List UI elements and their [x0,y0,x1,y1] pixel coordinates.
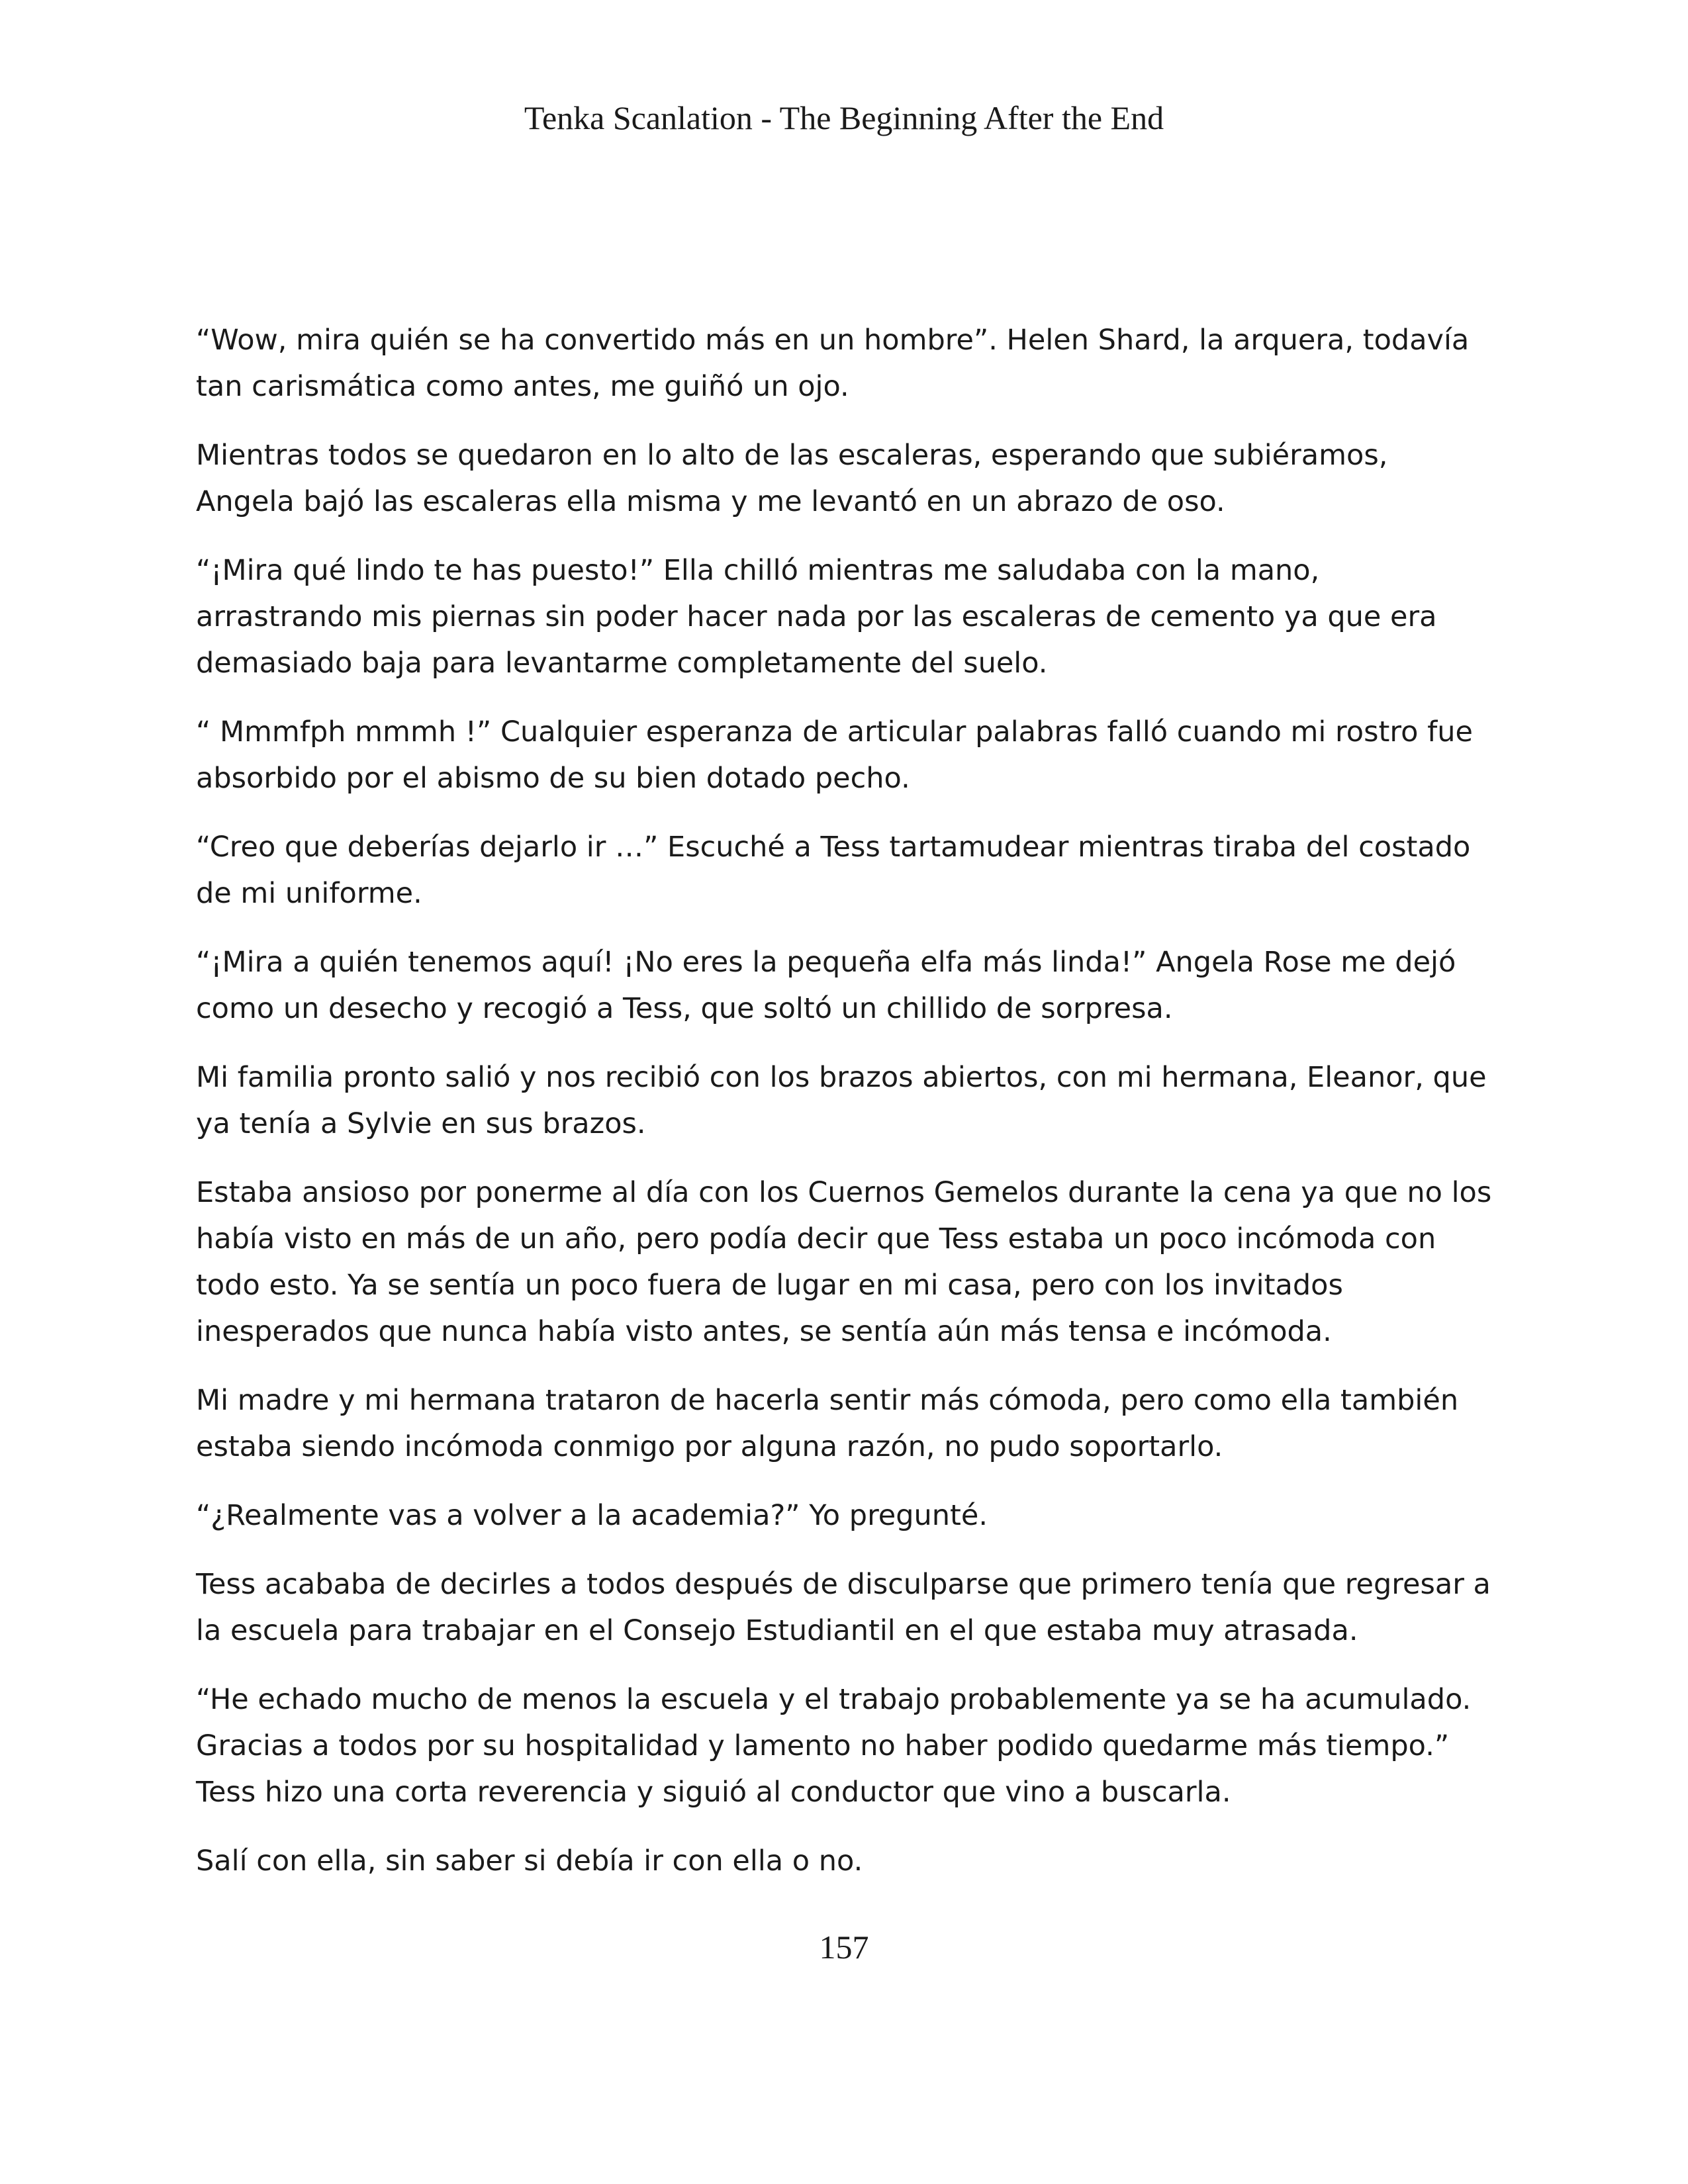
paragraph: “¿Realmente vas a volver a la academia?” Yo pregunté. [196,1499,988,1532]
page-number: 157 [819,1929,869,1966]
paragraph: “¡Mira qué lindo te has puesto!” Ella chilló mientras me saludaba con la mano, arrastrando mis piernas sin poder hacer nada por las escaleras de cemento ya que era demasiado baja para levantarme completamente del suelo. [196,554,1437,680]
paragraph: “Wow, mira quién se ha convertido más en un hombre”. Helen Shard, la arquera, todavía tan carismática como antes, me guiñó un ojo. [196,324,1470,403]
body-text [196,317,1495,1907]
paragraph: “ Mmmfph mmmh !” Cualquier esperanza de articular palabras falló cuando mi rostro fue absorbido por el abismo de su bien dotado pecho. [196,715,1473,795]
paragraph: Estaba ansioso por ponerme al día con los Cuernos Gemelos durante la cena ya que no los había visto en más de un año, pero podía decir que Tess estaba un poco incómoda con todo esto. Ya se sentía un poco fuera de lugar en mi casa, pero con los invitados inesperados que nunca había visto antes, se sentía aún más tensa e incómoda. [196,1176,1492,1348]
paragraph: “He echado mucho de menos la escuela y el trabajo probablemente ya se ha acumulado. Gracias a todos por su hospitalidad y lamento no haber podido quedarme más tiempo.” Tess hizo una corta reverencia y siguió al conductor que vino a buscarla. [196,1683,1472,1809]
paragraph: Salí con ella, sin saber si debía ir con ella o no. [196,1844,863,1878]
paragraph: “Creo que deberías dejarlo ir …” Escuché a Tess tartamudear mientras tiraba del costado de mi uniforme. [196,831,1471,910]
page-header: Tenka Scanlation - The Beginning After the End [524,99,1164,136]
paragraph: “¡Mira a quién tenemos aquí! ¡No eres la pequeña elfa más linda!” Angela Rose me dejó como un desecho y recogió a Tess, que soltó un chillido de sorpresa. [196,946,1456,1025]
paragraph: Mi familia pronto salió y nos recibió con los brazos abiertos, con mi hermana, Eleanor, que ya tenía a Sylvie en sus brazos. [196,1061,1487,1140]
paragraph: Mi madre y mi hermana trataron de hacerla sentir más cómoda, pero como ella también estaba siendo incómoda conmigo por alguna razón, no pudo soportarlo. [196,1384,1459,1463]
paragraph: Tess acababa de decirles a todos después de disculparse que primero tenía que regresar a la escuela para trabajar en el Consejo Estudiantil en el que estaba muy atrasada. [196,1568,1491,1647]
paragraph: Mientras todos se quedaron en lo alto de las escaleras, esperando que subiéramos, Angela bajó las escaleras ella misma y me levantó en un abrazo de oso. [196,439,1388,518]
